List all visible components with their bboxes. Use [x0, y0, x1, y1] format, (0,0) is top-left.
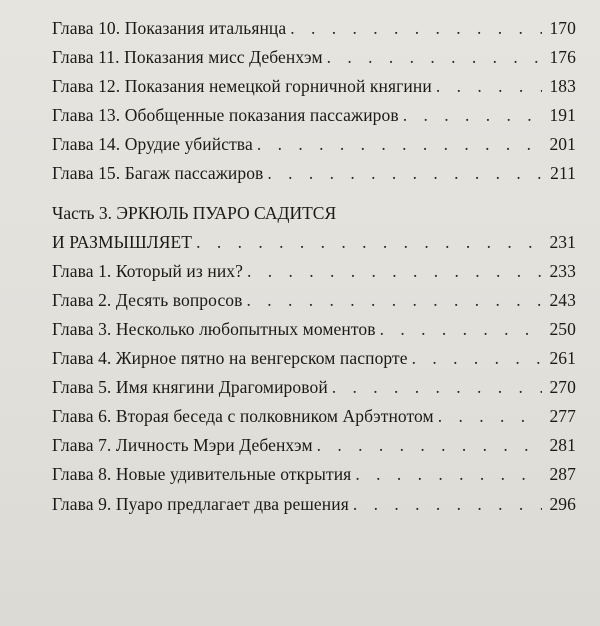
toc-entry-p3-ch2[interactable] [52, 290, 576, 319]
toc-entry-p3-ch5[interactable] [52, 377, 576, 406]
leader-dots [355, 464, 542, 485]
toc-entry-title: Глава 11. Показания мисс Дебенхэм [52, 47, 323, 68]
leader-dots [353, 494, 542, 515]
leader-dots [196, 232, 542, 253]
toc-entry-title: Глава 1. Который из них? [52, 260, 244, 281]
toc-entry-title: Глава 5. Имя княгини Драгомировой [52, 377, 328, 398]
toc-entry-page: 243 [549, 289, 576, 310]
toc-entry-title: Глава 7. Личность Мэри Дебенхэм [52, 435, 313, 456]
part3-title-line1: Часть 3. ЭРКЮЛЬ ПУАРО САДИТСЯ [52, 202, 337, 223]
section-spacer [52, 193, 576, 203]
toc-entry-title: Глава 4. Жирное пятно на венгерском паспорте [52, 348, 408, 369]
leader-dots [436, 76, 542, 97]
leader-dots [290, 18, 542, 39]
leader-dots [438, 406, 542, 427]
toc-entry-page: 170 [549, 18, 576, 38]
leader-dots [412, 348, 542, 369]
toc-entry-p3-ch7[interactable] [52, 435, 576, 464]
toc-entry-title: Глава 14. Орудие убийства [52, 134, 253, 155]
toc-entry-ch13[interactable] [52, 105, 576, 134]
toc-entry-title: Глава 12. Показания немецкой горничной княгини [52, 76, 432, 97]
leader-dots [257, 134, 542, 155]
toc-entry-page: 277 [549, 406, 576, 427]
toc-entry-title: Глава 15. Багаж пассажиров [52, 163, 264, 184]
toc-entry-ch15[interactable] [52, 163, 576, 192]
part3-heading-line2[interactable] [52, 232, 576, 261]
toc-entry-page: 191 [549, 105, 576, 126]
toc-entry-page: 183 [549, 76, 576, 97]
toc-entry-p3-ch6[interactable] [52, 406, 576, 435]
leader-dots [380, 319, 542, 340]
toc-entry-page: 261 [549, 348, 576, 369]
toc-entry-page: 201 [549, 134, 576, 155]
part3-page: 231 [549, 231, 576, 252]
leader-dots [332, 377, 542, 398]
toc-entry-page: 287 [549, 464, 576, 485]
toc-entry-p3-ch1[interactable] [52, 261, 576, 290]
leader-dots [403, 105, 542, 126]
toc-entry-ch10[interactable] [52, 18, 576, 47]
toc-entry-ch14[interactable] [52, 134, 576, 163]
toc-entry-title: Глава 9. Пуаро предлагает два решения [52, 493, 349, 514]
leader-dots [247, 290, 542, 311]
toc-entry-page: 250 [549, 318, 576, 339]
toc-entry-title: Глава 6. Вторая беседа с полковником Арбэтнотом [52, 406, 434, 427]
leader-dots [327, 47, 542, 68]
part3-title-line2: И РАЗМЫШЛЯЕТ [52, 231, 193, 252]
toc-entry-title: Глава 10. Показания итальянца [52, 18, 287, 38]
toc-entry-p3-ch8[interactable] [52, 464, 576, 493]
toc-entry-ch11[interactable] [52, 47, 576, 76]
toc-entry-title: Глава 13. Обобщенные показания пассажиров [52, 105, 399, 126]
toc-entry-p3-ch3[interactable] [52, 319, 576, 348]
toc-entry-page: 281 [549, 435, 576, 456]
toc-entry-page: 296 [549, 493, 576, 514]
toc-entry-page: 176 [549, 47, 576, 68]
toc-entry-ch12[interactable] [52, 76, 576, 105]
leader-dots [247, 261, 542, 282]
toc-entry-title: Глава 2. Десять вопросов [52, 289, 243, 310]
leader-dots [267, 163, 542, 184]
toc-entry-page: 211 [550, 163, 576, 184]
toc-entry-p3-ch4[interactable] [52, 348, 576, 377]
toc-entry-page: 270 [549, 377, 576, 398]
toc-entry-page: 233 [549, 260, 576, 281]
table-of-contents [52, 18, 576, 523]
part3-heading-line1[interactable] [52, 203, 576, 232]
toc-entry-title: Глава 8. Новые удивительные открытия [52, 464, 352, 485]
toc-entry-title: Глава 3. Несколько любопытных моментов [52, 318, 376, 339]
toc-entry-p3-ch9[interactable] [52, 494, 576, 523]
leader-dots [317, 435, 542, 456]
